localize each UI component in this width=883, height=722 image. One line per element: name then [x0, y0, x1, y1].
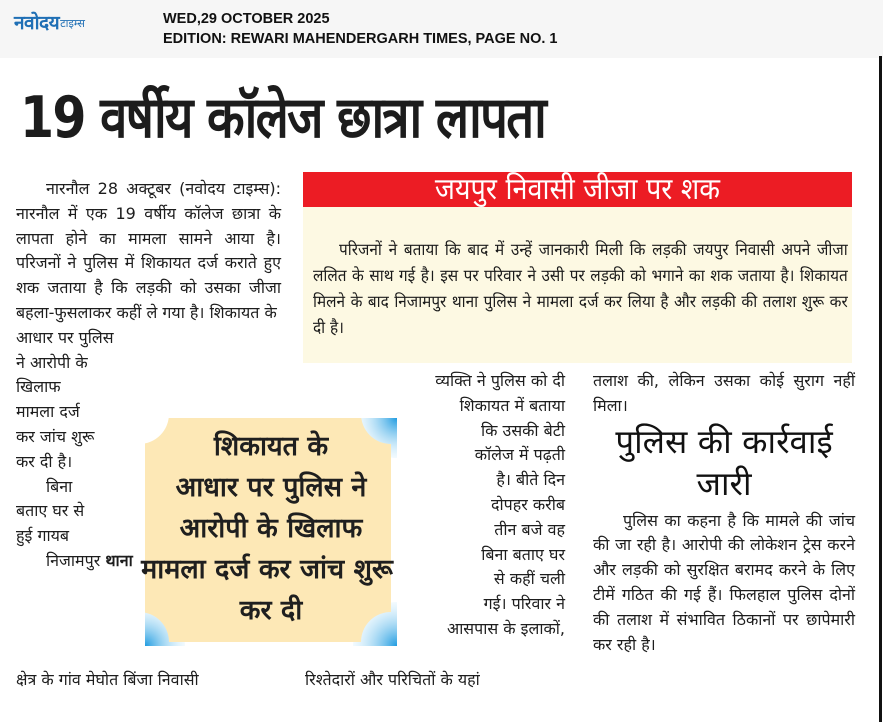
subheadline-banner [303, 172, 852, 207]
text-line: मामला दर्ज [16, 402, 80, 422]
text-line: खिलाफ [16, 377, 61, 397]
right-lead-paragraph: तलाश की, लेकिन उसका कोई सुराग नहीं मिला। [593, 371, 855, 415]
text-line: गई। परिवार ने [483, 594, 565, 614]
text-line: आधार पर पुलिस [16, 327, 114, 347]
callout-line: मामला दर्ज कर जांच शुरू [141, 554, 393, 585]
right-subhead: पुलिस की कार्रवाई जारी [615, 421, 833, 503]
middle-column [400, 369, 565, 642]
logo-main-text: नवोदय [14, 12, 60, 34]
thana-line-bold: थाना [105, 550, 133, 570]
text-line: बिना बताए घर [481, 544, 565, 564]
middle-column-bottom-line: रिश्तेदारों और परिचितों के यहां [305, 670, 480, 689]
newspaper-header-bar [0, 0, 883, 58]
banner-text: जयपुर निवासी जीजा पर शक [434, 171, 721, 207]
text-line: व्यक्ति ने पुलिस को दी [435, 371, 565, 390]
text-line: दोपहर करीब [491, 494, 565, 514]
text-line: ने आरोपी के [16, 352, 88, 372]
callout-line: आधार पर पुलिस ने [175, 472, 367, 503]
callout-line: आरोपी के खिलाफ [179, 513, 363, 544]
thana-line-plain: निजामपुर [46, 550, 106, 570]
callout-line: कर दी [239, 595, 303, 626]
page-right-border [879, 56, 882, 722]
edition-page-line: EDITION: REWARI MAHENDERGARH TIMES, PAGE NO. 1 [163, 31, 558, 47]
text-line: से कहीं चली [493, 569, 565, 589]
highlight-paragraph: परिजनों ने बताया कि बाद में उन्हें जानकारी मिली कि लड़की जयपुर निवासी अपने जीजा ललित के साथ गई है। इस पर परिवार ने उसी पर लड़की को भगाने का शक जताया है। शिकायत मिलने के बाद निजामपुर थाना पुलिस ने मामला दर्ज कर लिया है और लड़की की तलाश शुरू कर दी है। [313, 240, 848, 337]
text-line: कर दी है। [16, 451, 73, 471]
publication-date: WED,29 OCTOBER 2025 [163, 11, 330, 27]
text-line: कि उसकी बेटी [481, 420, 565, 440]
right-body-paragraph: पुलिस का कहना है कि मामले की जांच की जा रही है। आरोपी की लोकेशन ट्रेस करने और लड़की को सुरक्षित बरामद करने के लिए टीमें गठित की गई हैं। फिलहाल पुलिस दोनों की तलाश में संभावित ठिकानों पर छापेमारी कर रही है। [593, 510, 855, 654]
text-line: आसपास के इलाकों, [446, 618, 565, 638]
text-line: कर जांच शुरू [16, 426, 95, 446]
pull-quote-callout [141, 418, 397, 646]
subhead-line: हुई गायब [16, 526, 70, 546]
subhead-line: बताए घर से [16, 501, 85, 521]
right-column [593, 369, 855, 657]
subhead-line: बिना [46, 476, 73, 496]
intro-paragraph: नारनौल 28 अक्टूबर (नवोदय टाइम्स): नारनौल में एक 19 वर्षीय कॉलेज छात्रा के लापता होने का मामला सामने आया है। परिजनों ने पुलिस में शिकायत दर्ज कराते हुए शक जताया है कि लड़की को उसका जीजा बहला-फुसलाकर कहीं ले गया है। शिकायत के [16, 179, 281, 322]
callout-line: शिकायत के [213, 431, 329, 462]
text-line: कॉलेज में पढ़ती [474, 445, 565, 465]
narrow-paragraph [16, 326, 146, 574]
logo-sub-text: टाइम्स [60, 17, 85, 30]
callout-text [141, 426, 397, 631]
highlight-box [303, 207, 852, 363]
text-line: है। बीते दिन [496, 470, 565, 490]
edition-info [163, 9, 557, 49]
left-column-bottom-line: क्षेत्र के गांव मेघोत बिंजा निवासी [16, 670, 199, 689]
article-headline: 19 वर्षीय कॉलेज छात्रा लापता [20, 85, 546, 151]
text-line: शिकायत में बताया [459, 395, 565, 415]
newspaper-logo [14, 11, 85, 33]
thana-line [16, 549, 146, 574]
text-line: तीन बजे वह [494, 519, 565, 539]
